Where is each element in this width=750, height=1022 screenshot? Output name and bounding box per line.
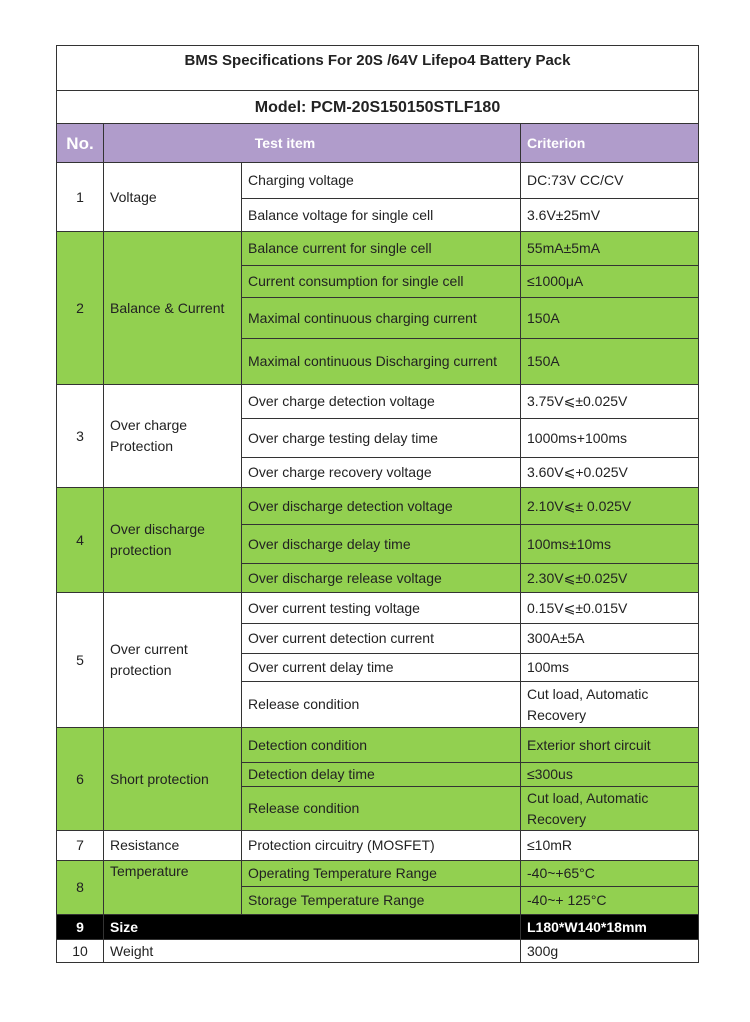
test-item: Protection circuitry (MOSFET) <box>242 831 521 861</box>
spec-row <box>57 488 699 525</box>
row-number: 4 <box>57 488 104 593</box>
test-item: Detection delay time <box>242 763 521 787</box>
criterion-value: 2.10V⩽± 0.025V <box>521 488 699 525</box>
test-item: Current consumption for single cell <box>242 266 521 298</box>
category-name: Resistance <box>104 831 242 861</box>
criterion-value: 2.30V⩽±0.025V <box>521 564 699 593</box>
row-number: 9 <box>57 915 104 940</box>
row-number: 6 <box>57 728 104 831</box>
criterion-value: DC:73V CC/CV <box>521 163 699 199</box>
test-item: Charging voltage <box>242 163 521 199</box>
test-item: Maximal continuous Discharging current <box>242 339 521 385</box>
criterion-value: 300g <box>521 940 699 963</box>
criterion-value: Exterior short circuit <box>521 728 699 763</box>
criterion-value: 0.15V⩽±0.015V <box>521 593 699 624</box>
test-item: Release condition <box>242 787 521 831</box>
test-item: Over charge detection voltage <box>242 385 521 419</box>
test-item: Over current testing voltage <box>242 593 521 624</box>
category-name: Voltage <box>104 163 242 232</box>
row-number: 3 <box>57 385 104 488</box>
criterion-value: ≤1000μA <box>521 266 699 298</box>
test-item: Over current delay time <box>242 654 521 682</box>
test-item: Balance current for single cell <box>242 232 521 266</box>
test-item: Maximal continuous charging current <box>242 298 521 339</box>
category-name: Balance & Current <box>104 232 242 385</box>
category-name: Over current protection <box>104 593 242 728</box>
row-number: 5 <box>57 593 104 728</box>
row-number: 1 <box>57 163 104 232</box>
test-item: Release condition <box>242 682 521 728</box>
test-item: Over discharge delay time <box>242 525 521 564</box>
row-number: 10 <box>57 940 104 963</box>
spec-row <box>57 915 699 940</box>
criterion-value: 150A <box>521 339 699 385</box>
spec-row <box>57 861 699 887</box>
row-number: 2 <box>57 232 104 385</box>
category-name: Over discharge protection <box>104 488 242 593</box>
spec-row <box>57 940 699 963</box>
category-name: Weight <box>104 940 521 963</box>
criterion-value: 150A <box>521 298 699 339</box>
spec-row <box>57 728 699 763</box>
test-item: Balance voltage for single cell <box>242 199 521 232</box>
criterion-value: ≤300us <box>521 763 699 787</box>
test-item: Over discharge detection voltage <box>242 488 521 525</box>
spec-row <box>57 232 699 266</box>
test-item: Over charge testing delay time <box>242 419 521 458</box>
test-item: Operating Temperature Range <box>242 861 521 887</box>
criterion-value: ≤10mR <box>521 831 699 861</box>
criterion-value: 55mA±5mA <box>521 232 699 266</box>
criterion-value: 3.75V⩽±0.025V <box>521 385 699 419</box>
category-name: Size <box>104 915 521 940</box>
test-item: Over charge recovery voltage <box>242 458 521 488</box>
criterion-value: L180*W140*18mm <box>521 915 699 940</box>
category-name: Temperature <box>104 861 242 915</box>
category-name: Over charge Protection <box>104 385 242 488</box>
criterion-value: 100ms <box>521 654 699 682</box>
criterion-value: Cut load, Automatic Recovery <box>521 787 699 831</box>
test-item: Over discharge release voltage <box>242 564 521 593</box>
spec-row <box>57 831 699 861</box>
category-name: Short protection <box>104 728 242 831</box>
spec-row <box>57 385 699 419</box>
criterion-value: Cut load, Automatic Recovery <box>521 682 699 728</box>
spec-row <box>57 593 699 624</box>
bms-spec-table <box>56 45 699 963</box>
criterion-value: 100ms±10ms <box>521 525 699 564</box>
test-item: Detection condition <box>242 728 521 763</box>
criterion-value: -40~+ 125°C <box>521 887 699 915</box>
header-no: No. <box>57 124 104 163</box>
test-item: Storage Temperature Range <box>242 887 521 915</box>
header-test-item: Test item <box>104 124 521 163</box>
criterion-value: 300A±5A <box>521 624 699 654</box>
model-number: Model: PCM-20S150150STLF180 <box>57 91 699 124</box>
document-title: BMS Specifications For 20S /64V Lifepo4 Battery Pack <box>57 46 699 91</box>
criterion-value: 3.60V⩽+0.025V <box>521 458 699 488</box>
test-item: Over current detection current <box>242 624 521 654</box>
criterion-value: 3.6V±25mV <box>521 199 699 232</box>
row-number: 8 <box>57 861 104 915</box>
header-criterion: Criterion <box>521 124 699 163</box>
criterion-value: 1000ms+100ms <box>521 419 699 458</box>
row-number: 7 <box>57 831 104 861</box>
spec-row <box>57 163 699 199</box>
criterion-value: -40~+65°C <box>521 861 699 887</box>
